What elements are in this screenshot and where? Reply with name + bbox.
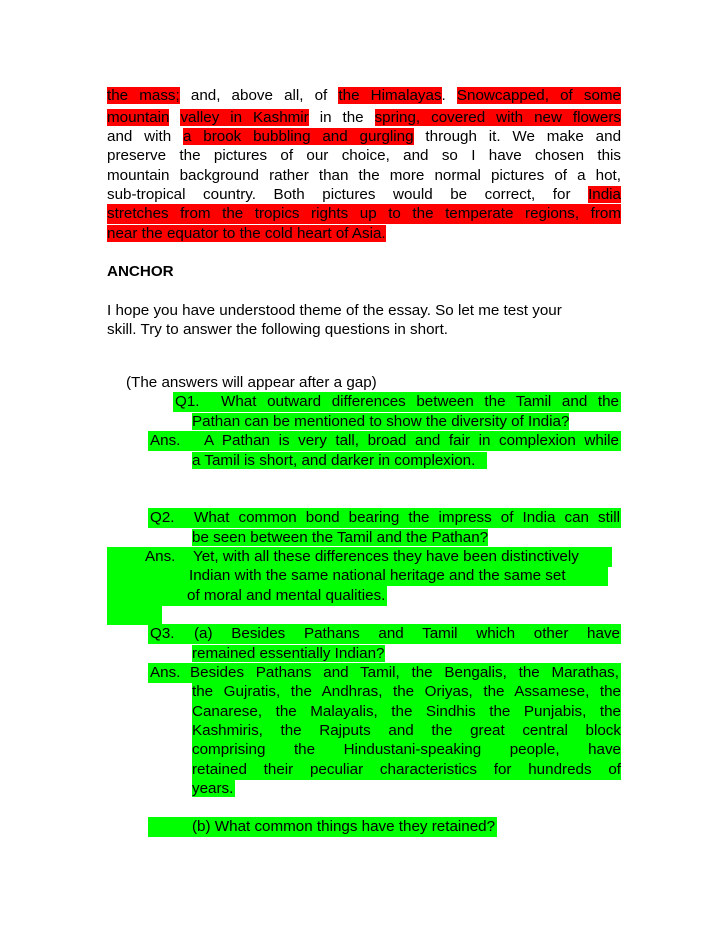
q3-line-1	[148, 624, 621, 644]
a3-line-4	[192, 721, 621, 741]
essay-seg	[169, 109, 180, 126]
a3-text: Canarese, the Malayalis, the Sindhis the Punjabis, the	[192, 703, 621, 720]
essay-line-6	[107, 185, 621, 205]
intro-line-1: I hope you have understood theme of the essay. So let me test your	[107, 302, 562, 319]
q1-line-2	[192, 412, 621, 432]
a1-text: a Tamil is short, and darker in complexion.	[192, 452, 487, 469]
q1-text: Pathan can be mentioned to show the diversity of India?	[192, 413, 570, 430]
q1-line-1	[173, 392, 621, 412]
a2-label: Ans.	[145, 548, 176, 565]
essay-line-1	[107, 86, 621, 106]
q3-text: remained essentially Indian?	[192, 645, 385, 662]
essay-seg: mountain background rather than the more normal pictures of a hot,	[107, 167, 621, 184]
essay-seg: mountain	[107, 109, 170, 126]
a1-line-1	[148, 431, 621, 451]
essay-seg: and with	[107, 128, 184, 145]
gap-note: (The answers will appear after a gap)	[126, 374, 377, 391]
essay-seg: sub-tropical country. Both pictures would be correct, for	[107, 186, 589, 203]
a3-line-1	[148, 663, 621, 683]
a2-line-1	[107, 547, 621, 567]
essay-seg: the Himalayas	[338, 87, 442, 104]
essay-seg: stretches from the tropics rights up to the temperate regions, from	[107, 205, 621, 222]
a3-text: comprising the Hindustani-speaking people, have	[192, 741, 621, 758]
a2-text: Yet, with all these differences they have been distinctively	[193, 548, 579, 565]
a2-text: of moral and mental qualities.	[107, 586, 387, 606]
a3-text: the Gujratis, the Andhras, the Oriyas, the Assamese, the	[192, 683, 621, 700]
a3-text: Besides Pathans and Tamil, the Bengalis, the Marathas,	[190, 664, 619, 681]
q2-label: Q2.	[150, 509, 175, 526]
q2-line-1	[148, 508, 621, 528]
essay-line-5	[107, 166, 621, 186]
q1-label: Q1.	[175, 393, 200, 410]
a2-highlight	[107, 547, 612, 567]
a3-label: Ans.	[150, 664, 181, 681]
essay-seg: and, above all, of	[179, 87, 339, 104]
essay-seg: a brook bubbling and gurgling	[183, 128, 414, 145]
a3-line-3	[192, 702, 621, 722]
a1-text: A Pathan is very tall, broad and fair in complexion while	[204, 432, 619, 449]
essay-line-4	[107, 146, 621, 166]
section-heading: ANCHOR	[107, 263, 174, 280]
essay-seg: through it. We make and	[413, 128, 622, 145]
essay-line-7	[107, 204, 621, 224]
a2-blank-highlight	[107, 605, 162, 625]
q3-line-2	[192, 644, 621, 664]
a3-line-6	[192, 760, 621, 780]
a3-text: years.	[192, 780, 234, 797]
essay-seg: valley in Kashmir	[180, 109, 309, 126]
a1-label: Ans.	[150, 432, 181, 449]
a3-text: Kashmiris, the Rajputs and the great central block	[192, 722, 621, 739]
q2-line-2	[192, 528, 621, 548]
a2-line-3	[107, 586, 621, 606]
essay-line-2	[107, 108, 621, 128]
q1-text: What outward differences between the Tamil and the	[221, 393, 619, 410]
a3-line-2	[192, 682, 621, 702]
essay-seg: India	[588, 186, 621, 203]
essay-seg: Snowcapped, of some	[456, 87, 621, 104]
essay-seg: near the equator to the cold heart of Asia.	[107, 225, 386, 242]
a3-line-5	[192, 740, 621, 760]
a3-text: retained their peculiar characteristics for hundreds of	[192, 761, 621, 778]
essay-seg: the mass;	[107, 87, 180, 104]
q3-label: Q3.	[150, 625, 175, 642]
a3-line-7	[192, 779, 621, 799]
q2-text: What common bond bearing the impress of India can still	[194, 509, 620, 526]
essay-seg: in the	[308, 109, 375, 126]
intro-line-2: skill. Try to answer the following questions in short.	[107, 321, 449, 338]
q3b-text: (b) What common things have they retained?	[148, 817, 497, 837]
essay-line-8	[107, 224, 621, 244]
q3-text: (a) Besides Pathans and Tamil which other have	[194, 625, 620, 642]
a1-line-2	[192, 451, 621, 471]
essay-seg: spring, covered with new flowers	[374, 109, 621, 126]
essay-line-3	[107, 127, 621, 147]
a2-line-2	[107, 566, 621, 586]
q3b-line	[148, 817, 621, 837]
a2-text: Indian with the same national heritage and the same set	[107, 566, 608, 586]
essay-seg: .	[441, 87, 457, 104]
q2-text: be seen between the Tamil and the Pathan?	[192, 529, 489, 546]
essay-seg: preserve the pictures of our choice, and so I have chosen this	[107, 147, 621, 164]
